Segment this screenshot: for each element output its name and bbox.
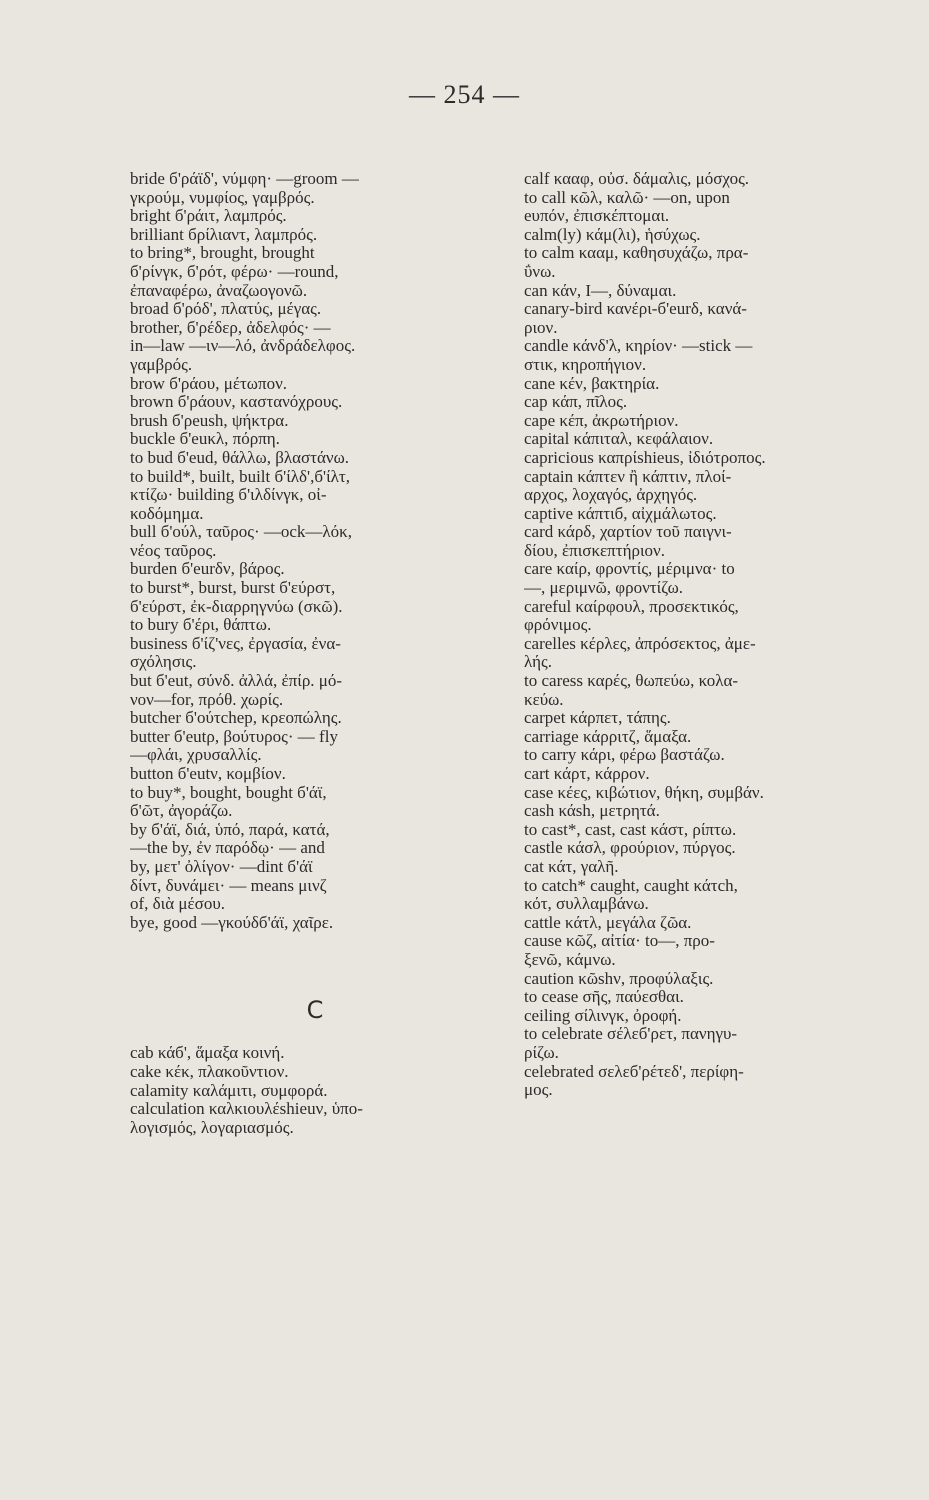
entry-line: γκρούμ, νυμφίος, γαμβρός. <box>130 188 315 207</box>
entry-line: ρίζω. <box>524 1043 559 1062</box>
entry-line: card κάρδ, χαρτίον τοῦ παιγνι- <box>524 523 732 542</box>
entry-line: careful καίρφουλ, προσεκτικός, <box>524 597 739 616</box>
entry-line: celebrated σελεб'ρέτεδ', περίφη- <box>524 1062 744 1081</box>
entry-line: ceiling σίλινγκ, ὀροφή. <box>524 1006 682 1025</box>
entry-line: κτίζω· building б'ιλδίνγκ, οἰ- <box>130 486 327 505</box>
entry-line: care καίρ, φροντίς, μέριμνα· to <box>524 560 735 579</box>
left-c-entries <box>130 1044 500 1137</box>
entry-line: ξενῶ, κάμνω. <box>524 950 616 969</box>
entry-line: —φλάι, χρυσαλλίς. <box>130 746 262 765</box>
entry-line: cape κέπ, ἀκρωτήριον. <box>524 411 679 430</box>
entry-line: to catch* caught, caught κάτch, <box>524 876 738 895</box>
entry-line: to cast*, cast, cast κάστ, ρίπτω. <box>524 820 737 839</box>
entry-line: carpet κάρπετ, τάπης. <box>524 709 671 728</box>
entry-line: λής. <box>524 653 552 672</box>
entry-line: capital κάπιταλ, κεφάλαιον. <box>524 430 714 449</box>
entry-line: cane κέν, βακτηρία. <box>524 374 660 393</box>
entry-line: σχόλησις. <box>130 653 197 672</box>
entry-line: ἐπαναφέρω, ἀναζωογονῶ. <box>130 281 308 300</box>
entry-line: to celebrate σέλεб'ρετ, πανηγυ- <box>524 1025 738 1044</box>
entry-line: γαμβρός. <box>130 355 193 374</box>
entry-line: burden б'eurδν, βάρος. <box>130 560 285 579</box>
entry-line: by, μετ' ὀλίγον· —dint б'άϊ <box>130 857 313 876</box>
entry-line: captain κάπτεν ἢ κάπτιν, πλοί- <box>524 467 732 486</box>
entry-line: νέος ταῦρος. <box>130 541 217 560</box>
entry-line: ριον. <box>524 318 558 337</box>
entry-line: eυπόν, ἐπισκέπτομαι. <box>524 207 670 226</box>
page-number: — 254 — <box>409 80 520 109</box>
entry-line: business б'ίζ'νες, ἐργασία, ἐνα- <box>130 634 341 653</box>
entry-line: κοδόμημα. <box>130 504 204 523</box>
entry-line: cash κάsh, μετρητά. <box>524 802 660 821</box>
entry-line: cap κάπ, πῖλος. <box>524 393 628 412</box>
entry-line: δίου, ἐπισκεπτήριον. <box>524 541 665 560</box>
entry-line: φρόνιμος. <box>524 616 592 635</box>
entry-line: cattle κάτλ, μεγάλα ζῶα. <box>524 913 692 932</box>
entry-line: but б'eut, σύνδ. ἀλλά, ἐπίρ. μό- <box>130 672 343 691</box>
entry-line: δίντ, δυνάμει· — means μινζ <box>130 876 327 895</box>
entry-line: to call κῶλ, καλῶ· —on, upon <box>524 188 730 207</box>
entry-line: caution κῶshν, προφύλαξις. <box>524 969 714 988</box>
entry-line: bull б'ούλ, ταῦρος· —ock—λόκ, <box>130 523 352 542</box>
entry-line: captive κάπτιб, αἰχμάλωτος. <box>524 504 717 523</box>
entry-line: cab κάб', ἅμαξα κοινή. <box>130 1044 285 1063</box>
entry-line: can κάν, I—, δύναμαι. <box>524 281 677 300</box>
entry-line: to bring*, brought, brought <box>130 244 315 263</box>
entry-line: case κέες, κιβώτιον, θήκη, συμβάν. <box>524 783 764 802</box>
entry-line: buckle б'euκλ, πόρπη. <box>130 430 280 449</box>
entry-line: carelles κέρλες, ἀπρόσεκτος, ἀμε- <box>524 634 756 653</box>
entry-line: —, μεριμνῶ, φροντίζω. <box>524 579 684 598</box>
entry-line: cat κάτ, γαλῆ. <box>524 857 619 876</box>
entry-line: to caress καρές, θωπεύω, κολα- <box>524 672 739 691</box>
entry-line: bride б'ράϊδ', νύμφη· —groom — <box>130 170 359 188</box>
entry-line: to bud б'eud, θάλλω, βλαστάνω. <box>130 448 350 467</box>
entry-line: cart κάρτ, κάρρον. <box>524 765 650 783</box>
entry-line: canary-bird κανέρι-б'eurδ, κανά- <box>524 300 747 319</box>
entry-line: brilliant бρίλιαντ, λαμπρός. <box>130 225 318 244</box>
entry-line: calf κααφ, οὐσ. δάμαλις, μόσχος. <box>524 170 750 188</box>
entry-line: calamity καλάμιτι, συμφορά. <box>130 1081 328 1100</box>
entry-line: calm(ly) κάμ(λι), ἡσύχως. <box>524 225 701 244</box>
entry-line: to calm κααμ, καθησυχάζω, πρα- <box>524 244 749 263</box>
entry-line: cause κῶζ, αἰτία· to—, προ- <box>524 932 715 951</box>
entry-line: б'ρίνγκ, б'ρότ, φέρω· —round, <box>130 262 339 281</box>
entry-line: bright б'ράιτ, λαμπρός. <box>130 207 287 226</box>
entry-line: αρχος, λοχαγός, ἀρχηγός. <box>524 486 698 505</box>
entry-line: candle κάνδ'λ, κηρίον· —stick — <box>524 337 753 356</box>
entry-line: —the by, ἐν παρόδῳ· — and <box>130 839 325 858</box>
entry-line: butcher б'ούτchep, κρεοπώλης. <box>130 709 342 728</box>
entry-line: ΰνω. <box>524 262 556 281</box>
left-column <box>130 170 500 1137</box>
entry-line: κεύω. <box>524 690 564 709</box>
entry-line: capricious καπρίshieus, ἰδιότροπος. <box>524 448 766 467</box>
entry-line: brown б'ράουν, καστανόχρους. <box>130 393 343 412</box>
entry-line: bye, good —γκούδб'άϊ, χαῖρε. <box>130 913 334 932</box>
entry-line: of, διὰ μέσου. <box>130 895 225 914</box>
entry-line: to bury б'έρι, θάπτω. <box>130 616 272 635</box>
entry-line: carriage κάρριτζ, ἅμαξα. <box>524 727 692 746</box>
right-entries <box>524 170 904 1100</box>
entry-line: broad б'ρόδ', πλατύς, μέγας. <box>130 300 322 319</box>
entry-line: brow б'ράου, μέτωπον. <box>130 374 288 393</box>
entry-line: to build*, built, built б'ίλδ',б'ίλτ, <box>130 467 350 486</box>
entry-line: νον—for, πρόθ. χωρίς. <box>130 690 284 709</box>
entry-line: castle κάσλ, φρούριον, πύργος. <box>524 839 736 858</box>
entry-line: λογισμός, λογαριασμός. <box>130 1118 294 1137</box>
right-column <box>524 170 904 1100</box>
entry-line: calculation καλκιουλέshieuν, ὑπο- <box>130 1100 363 1119</box>
entry-line: to carry κάρι, φέρω βαστάζω. <box>524 746 725 765</box>
section-letter: C <box>306 996 324 1025</box>
section-gap <box>130 932 500 972</box>
entry-line: to burst*, burst, burst б'εύρστ, <box>130 579 336 598</box>
entry-line: by б'άϊ, διά, ὑπό, παρά, κατά, <box>130 820 330 839</box>
entry-line: б'εύρστ, ἐκ-διαρρηγνύω (σκῶ). <box>130 597 343 616</box>
entry-line: στικ, κηροπήγιον. <box>524 355 647 374</box>
left-entries <box>130 170 500 932</box>
entry-line: κότ, συλλαμβάνω. <box>524 895 649 914</box>
entry-line: butter б'eutρ, βούτυρος· — fly <box>130 727 338 746</box>
entry-line: in—law —ιν—λό, ἀνδράδελφος. <box>130 337 356 356</box>
entry-line: button б'eutν, κομβίον. <box>130 765 286 783</box>
entry-line: б'ῶτ, ἀγοράζω. <box>130 802 233 821</box>
entry-line: brush б'ρeush, ψήκτρα. <box>130 411 289 430</box>
entry-line: μος. <box>524 1081 553 1100</box>
entry-line: to buy*, bought, bought б'άϊ, <box>130 783 327 802</box>
entry-line: to cease σῆς, παύεσθαι. <box>524 988 684 1007</box>
entry-line: brother, б'ρέδερ, ἀδελφός· — <box>130 318 331 337</box>
entry-line: cake κέκ, πλακοῦντιον. <box>130 1062 289 1081</box>
